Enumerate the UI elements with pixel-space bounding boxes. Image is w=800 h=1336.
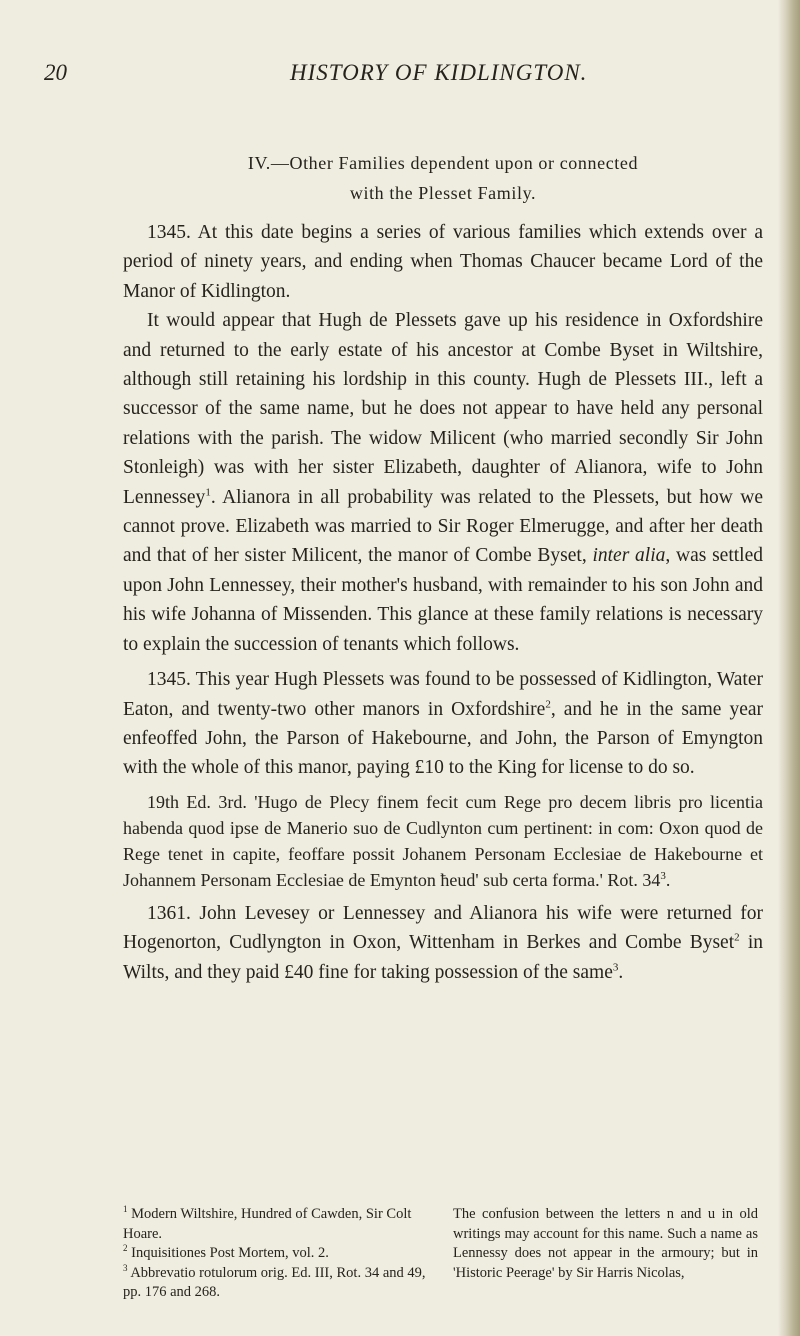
paragraph-italic: inter alia: [592, 545, 666, 567]
footnote-2: [123, 1244, 428, 1264]
page-number: 20: [44, 60, 67, 85]
body-text: [123, 218, 763, 987]
footnote-1: [123, 1205, 428, 1244]
paragraph-text: 19th Ed. 3rd. 'Hugo de Plecy finem fecit cum Rege pro decem libris pro licentia habenda quod ipse de Manerio suo de Cudlynton cum pertinent: in com: Oxon quod de Rege tenet in capite, feoffare possit Johanem Personam Ecclesiae de Hakebourne et Johannem Personam Ecclesiae de Emynton ħeud' sub certa forma.' Rot. 34: [123, 791, 763, 890]
paragraph-text: 1345. This year Hugh Plessets was found to be possessed of Kidlington, Water Eaton, and twenty-two other manors in Oxfordshire: [123, 669, 763, 720]
footnote-ref: 1: [205, 486, 211, 499]
paragraph-text: .: [665, 869, 671, 890]
paragraph-text: .: [618, 961, 624, 983]
section-heading-line-2: with the Plesset Family.: [349, 183, 537, 203]
footnotes-left-column: [123, 1205, 428, 1303]
paragraph-text: 1361. John Levesey or Lennessey and Alianora his wife were returned for Hogenorton, Cudlyngton in Oxon, Wittenham in Berkes and Combe Byset: [123, 902, 763, 954]
footnote-mark: 1: [123, 1204, 128, 1215]
paragraph-plessets-family: [123, 306, 763, 659]
footnote-3: [123, 1264, 428, 1303]
footnote-text: Abbrevatio rotulorum orig. Ed. III, Rot. 34 and 49, pp. 176 and 268.: [123, 1264, 426, 1300]
page-edge-shadow: [778, 0, 800, 1336]
footnote-ref: 3: [660, 869, 666, 882]
paragraph-1361: [123, 899, 763, 987]
footnote-ref: 2: [734, 931, 740, 944]
paragraph-text: It would appear that Hugh de Plessets gave up his residence in Oxfordshire and returned to the early estate of his ancestor at Combe Byset in Wiltshire, although still retaining his lordship in this county. Hugh de Plessets III., left a successor of the same name, but he does not appear to have held any personal relations with the parish. The widow Milicent (who married secondly Sir John Stonleigh) was with her sister Elizabeth, daughter of Alianora, wife to John Lennessey: [123, 310, 763, 508]
running-head: HISTORY OF KIDLINGTON.: [290, 60, 588, 85]
section-heading: [123, 148, 763, 208]
footnote-text: Modern Wiltshire, Hundred of Cawden, Sir Colt Hoare.: [123, 1206, 412, 1242]
paragraph-latin-quote: [123, 789, 763, 893]
footnote-ref: 3: [612, 961, 619, 974]
footnote-mark: 3: [123, 1262, 128, 1273]
footnote-ref: 2: [545, 698, 551, 710]
paragraph-1345-intro: 1345. At this date begins a series of various families which extends over a period of ninety years, and ending when Thomas Chaucer became Lord of the Manor of Kidlington.: [123, 222, 763, 302]
paragraph-text: , was settled upon John Lennessey, their mother's husband, with remainder to his son John and his wife Johanna of Missenden. This glance at these family relations is necessary to explain the succession of tenants which follows.: [123, 545, 763, 655]
paragraph-text: in Wilts, and they paid £40 fine for taking possession of the same: [123, 932, 764, 983]
footnote-continuation: The confusion between the letters n and u in old writings may account for this name. Such a name as Lennessy does not appear in the armoury; but in 'Historic Peerage' by Sir Harris Nicolas,: [453, 1206, 758, 1281]
footnote-text: Inquisitiones Post Mortem, vol. 2.: [127, 1245, 329, 1261]
section-heading-line-1: IV.—Other Families dependent upon or connected: [247, 153, 639, 173]
footnote-mark: 2: [123, 1243, 128, 1254]
footnotes-right-column: [453, 1205, 758, 1283]
paragraph-1345-kidlington: [123, 665, 763, 783]
paragraph-text: , and he in the same year enfeoffed John, the Parson of Hakebourne, and John, the Parson of Emyngton with the whole of this manor, paying £10 to the King for license to do so.: [123, 698, 763, 779]
paragraph-text: . Alianora in all probability was related to the Plessets, but how we cannot prove. Elizabeth was married to Sir Roger Elmerugge, and after her death and that of her sister Milicent, the manor of Combe Byset,: [123, 486, 763, 567]
